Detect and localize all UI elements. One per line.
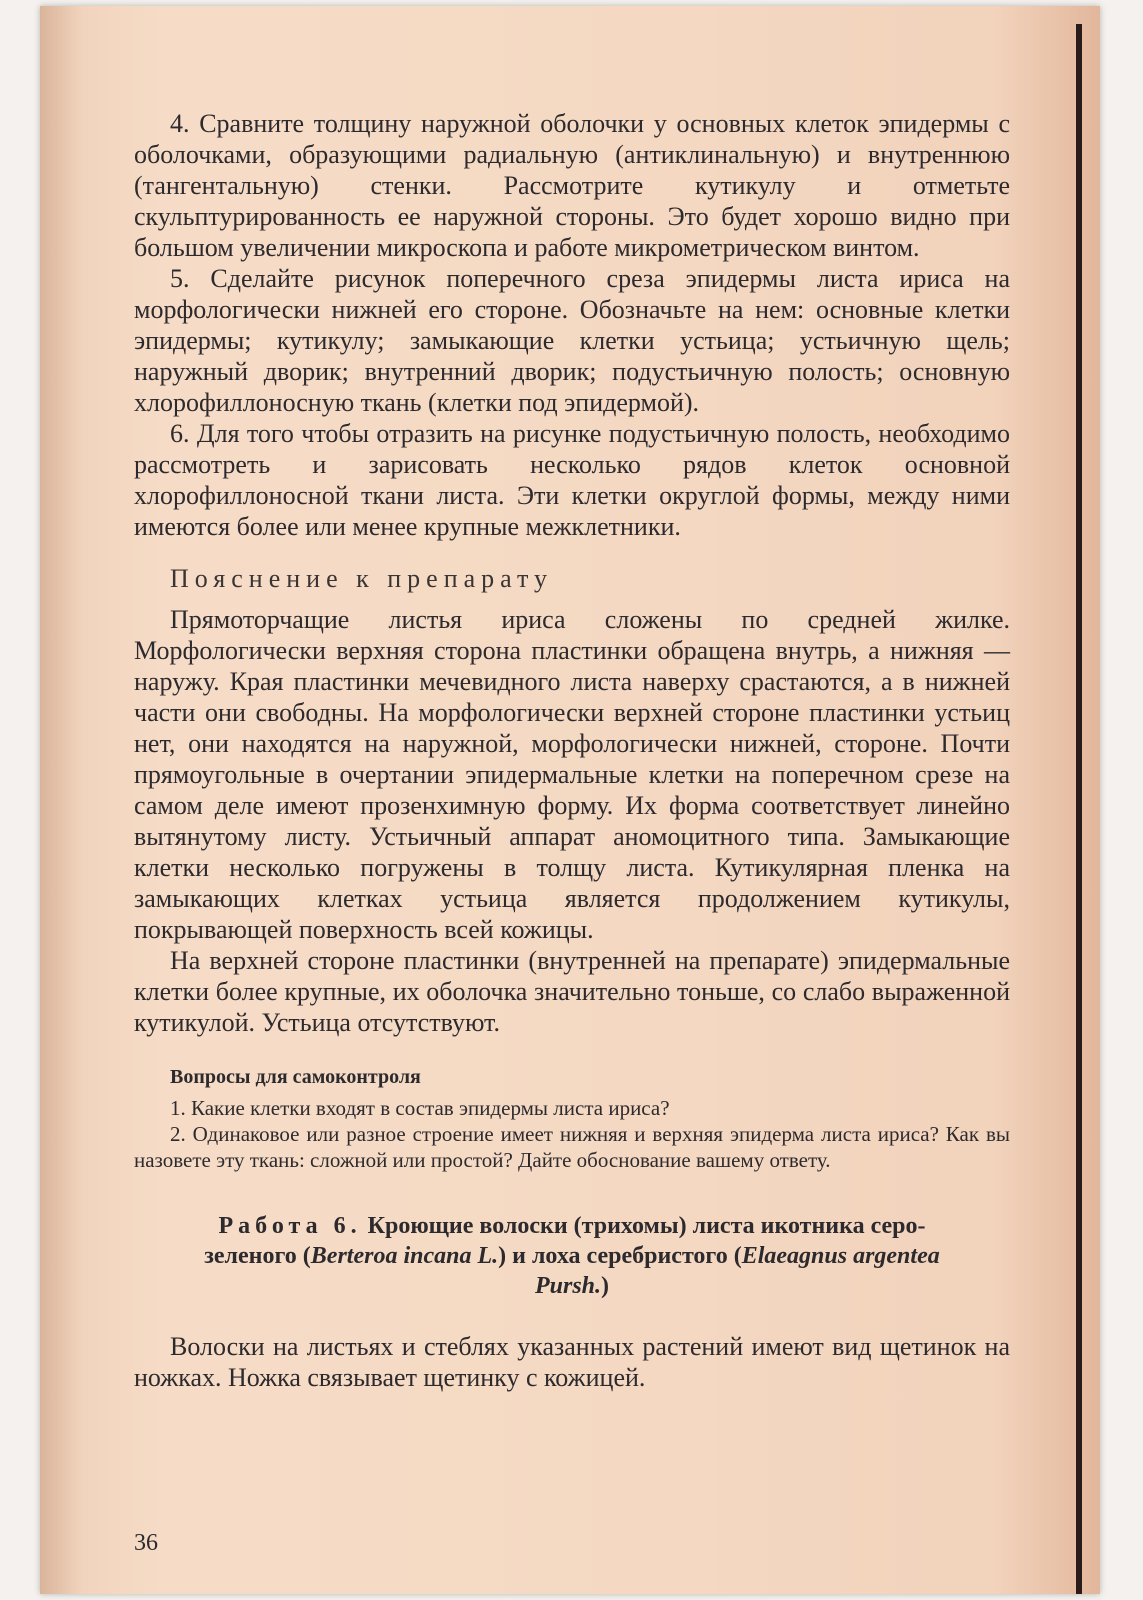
explanation-heading: Пояснение к препарату [170,564,554,593]
work-title-part3: ) [601,1273,610,1299]
paragraph-step-4: 4. Сравните толщину наружной оболочки у основных клеток эпидермы с оболочками, образующими радиальную (антиклинальную) и внутреннюю (тангентальную) стенки. Рассмотрите кутикулу и отметьте скульптурированность ее наружной стороны. Это будет хорошо видно при большом увеличении микроскопа и работе микрометрическом винтом. [134,109,1010,262]
page-number: 36 [134,1530,158,1556]
latin-name-elaeagnus: Elaeagnus argentea Pursh. [534,1243,940,1299]
paragraph-step-5: 5. Сделайте рисунок поперечного среза эпидермы листа ириса на морфологически нижней его стороне. Обозначьте на нем: основные клетки эпидермы; кутикулу; замыкающие клетки устьица; устьичную щель; наружный дворик; внутренний дворик; подустьичную полость; основную хлорофиллоносную ткань (клетки под эпидермой). [134,264,1010,417]
work-label: Работа 6. [218,1213,362,1239]
page-edge-shadow [1076,24,1082,1594]
work-title-part2: ) и лоха серебристого ( [498,1243,742,1269]
explanation-paragraph: Прямоторчащие листья ириса сложены по средней жилке. Морфологически верхняя сторона пластинки обращена внутрь, а нижняя — наружу. Края пластинки мечевидного листа наверху срастаются, а в нижней части они свободны. На морфологически верхней стороне пластинки устьиц нет, они находятся на наружной, морфологически нижней, стороне. Почти прямоугольные в очертании эпидермальные клетки на поперечном срезе на самом деле имеют прозенхимную форму. Их форма соответствует линейно вытянутому листу. Устьичный аппарат аномоцитного типа. Замыкающие клетки несколько погружены в толщу листа. Кутикулярная пленка на замыкающих клетках устьица является продолжением кутикулы, покрывающей поверхность всей кожицы. [134,605,1010,944]
question-item: 1. Какие клетки входят в состав эпидермы листа ириса? [170,1096,670,1120]
explanation-paragraph: На верхней стороне пластинки (внутренней на препарате) эпидермальные клетки более крупные, их оболочка значительно тоньше, со слабо выраженной кутикулой. Устьица отсутствуют. [134,946,1010,1037]
paragraph-step-6: 6. Для того чтобы отразить на рисунке подустьичную полость, необходимо рассмотреть и зарисовать несколько рядов клеток основной хлорофиллоносной ткани листа. Эти клетки округлой формы, между ними имеются более или менее крупные межклетники. [134,419,1010,541]
latin-name-berteroa: Berteroa incana L. [310,1243,499,1269]
work-title [174,1211,970,1301]
work-paragraph: Волоски на листьях и стеблях указанных растений имеют вид щетинок на ножках. Ножка связывает щетинку с кожицей. [134,1332,1010,1392]
questions-title: Вопросы для самоконтроля [170,1066,421,1088]
page-content [134,108,1010,1393]
question-item: 2. Одинаковое или разное строение имеет нижняя и верхняя эпидерма листа ириса? Как вы назовете эту ткань: сложной или простой? Дайте обоснование вашему ответу. [134,1122,1010,1172]
work-title-part1: Кроющие волоски (трихомы) листа икотника серо-зеленого ( [204,1213,926,1269]
